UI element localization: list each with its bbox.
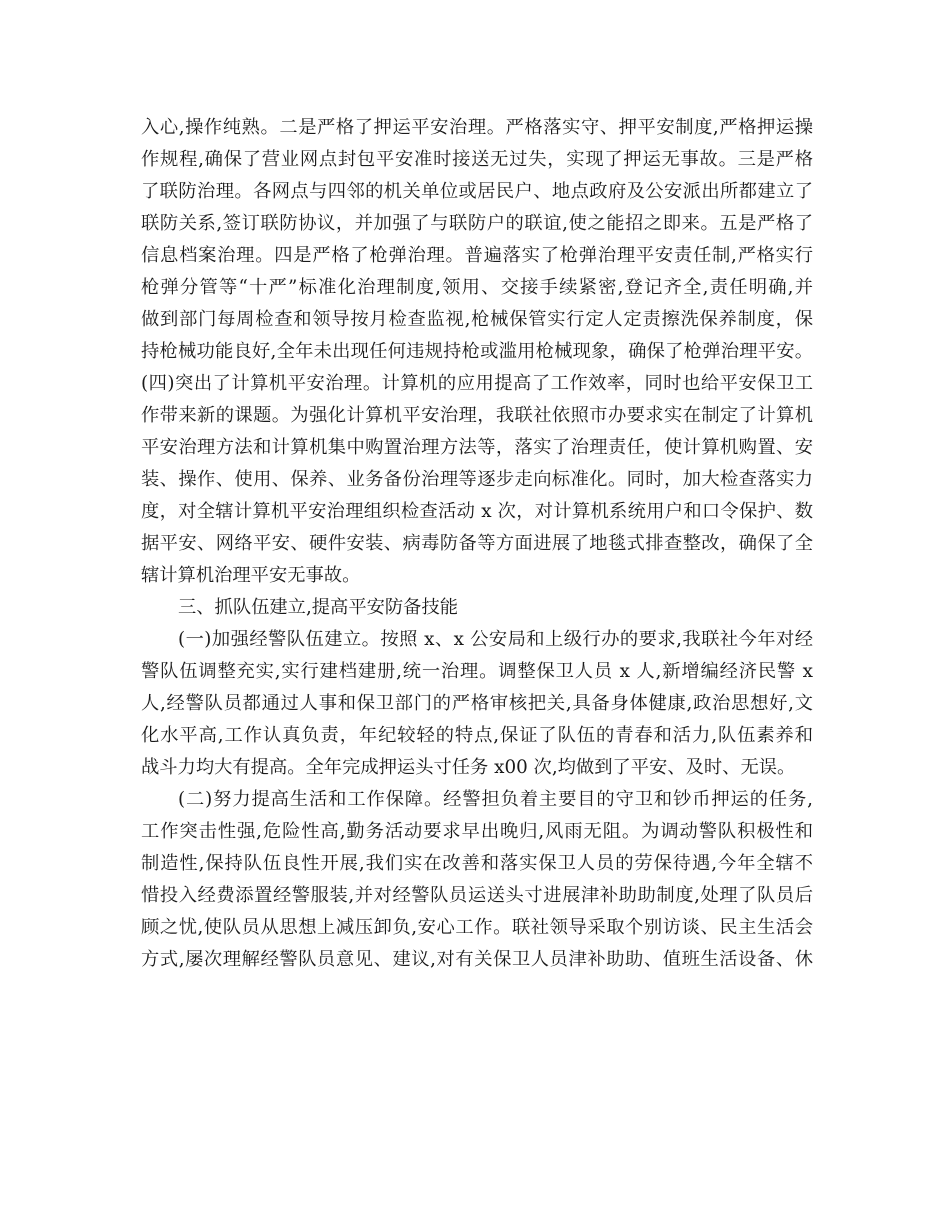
- paragraph: [141, 784, 813, 976]
- text-line: 辖计算机治理平安无事故。: [141, 565, 361, 586]
- document-body: [141, 112, 813, 976]
- text-line: 方式,屡次理解经警队员意见、建议,对有关保卫人员津补助助、值班生活设备、休: [141, 949, 813, 970]
- text-line: (二)努力提高生活和工作保障。经警担负着主要目的守卫和钞币押运的任务,: [178, 789, 813, 810]
- text-line: 制造性,保持队伍良性开展,我们实在改善和落实保卫人员的劳保待遇,今年全辖不: [141, 853, 813, 874]
- paragraph: [141, 624, 813, 784]
- text-line: 度，对全辖计算机平安治理组织检查活动 x 次，对计算机系统用户和口令保护、数: [141, 501, 813, 522]
- paragraph: [141, 112, 813, 592]
- text-line: 工作突击性强,危险性高,勤务活动要求早出晚归,风雨无阻。为调动警队积极性和: [141, 821, 813, 842]
- text-line: 战斗力均大有提高。全年完成押运头寸任务 x00 次,均做到了平安、及时、无误。: [141, 757, 796, 778]
- text-line: 平安治理方法和计算机集中购置治理方法等，落实了治理责任，使计算机购置、安: [141, 437, 813, 458]
- text-line: 做到部门每周检查和领导按月检查监视,枪械保管实行定人定责擦洗保养制度，保: [141, 309, 813, 330]
- text-line: 了联防治理。各网点与四邻的机关单位或居民户、地点政府及公安派出所都建立了: [141, 181, 813, 202]
- text-line: 联防关系,签订联防协议，并加强了与联防户的联谊,使之能招之即来。五是严格了: [141, 213, 813, 234]
- text-line: 作带来新的课题。为强化计算机平安治理，我联社依照市办要求实在制定了计算机: [141, 405, 813, 426]
- text-line: 顾之忧,使队员从思想上减压卸负,安心工作。联社领导采取个别访谈、民主生活会: [141, 917, 813, 938]
- text-line: 作规程,确保了营业网点封包平安准时接送无过失，实现了押运无事故。三是严格: [141, 149, 813, 170]
- text-line: 枪弹分管等“十严”标准化治理制度,领用、交接手续紧密,登记齐全,责任明确,并: [141, 277, 813, 298]
- text-line: 人,经警队员都通过人事和保卫部门的严格审核把关,具备身体健康,政治思想好,文: [141, 693, 813, 714]
- text-line: (一)加强经警队伍建立。按照 x、x 公安局和上级行办的要求,我联社今年对经: [178, 629, 813, 650]
- section-heading: [141, 592, 813, 624]
- heading-text: 三、抓队伍建立,提高平安防备技能: [178, 597, 459, 618]
- text-line: 信息档案治理。四是严格了枪弹治理。普遍落实了枪弹治理平安责任制,严格实行: [141, 245, 813, 266]
- text-line: 入心,操作纯熟。二是严格了押运平安治理。严格落实守、押平安制度,严格押运操: [141, 117, 813, 138]
- text-line: (四)突出了计算机平安治理。计算机的应用提高了工作效率，同时也给平安保卫工: [141, 373, 813, 394]
- text-line: 惜投入经费添置经警服装,并对经警队员运送头寸进展津补助助制度,处理了队员后: [141, 885, 813, 906]
- text-line: 装、操作、使用、保养、业务备份治理等逐步走向标准化。同时，加大检查落实力: [141, 469, 813, 490]
- text-line: 警队伍调整充实,实行建档建册,统一治理。调整保卫人员 x 人,新增编经济民警 x: [141, 661, 813, 682]
- text-line: 持枪械功能良好,全年未出现任何违规持枪或滥用枪械现象，确保了枪弹治理平安。: [141, 341, 813, 362]
- text-line: 化水平高,工作认真负责，年纪较轻的特点,保证了队伍的青春和活力,队伍素养和: [141, 725, 813, 746]
- text-line: 据平安、网络平安、硬件安装、病毒防备等方面进展了地毯式排查整改，确保了全: [141, 533, 813, 554]
